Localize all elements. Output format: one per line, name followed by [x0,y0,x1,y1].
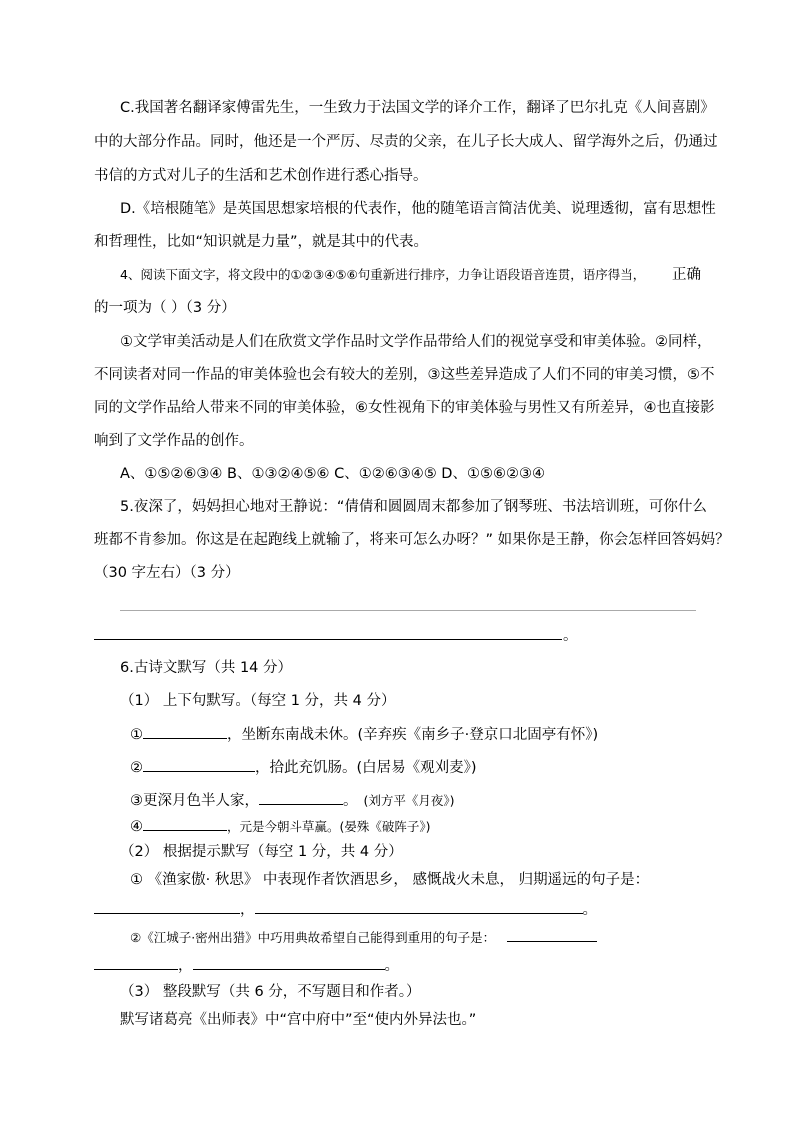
option-d-line-1: D.《培根随笔》是英国思想家培根的代表作，他的随笔语言简洁优美、说理透彻，富有思想性 [120,201,716,217]
option-d-line-2: 和哲理性，比如“知识就是力量”，就是其中的代表。 [94,234,429,250]
q6-part-2-prompt-2 [130,926,597,948]
q4-prompt-line-1: 4、阅读下面文字，将文段中的①②③④⑤⑥句重新进行排序，力争让语段语音连贯，语序得当， [120,267,646,282]
q6-item-4 [130,815,431,837]
blank-field[interactable] [143,815,227,831]
item-source: (刘方平《月夜》) [363,793,455,808]
q4-options: A、①⑤②⑥③④ B、①③②④⑤⑥ C、①②⑥③④⑤ D、①⑤⑥②③④ [120,466,545,482]
q4-passage-line-4: 响到了文学作品的创作。 [94,433,254,449]
q4-prompt-line-1-end: 正确 [672,267,701,283]
q5-line-3: （30 字左右）（3 分） [94,565,240,581]
q6-part-2-prompt-1: ① 《渔家傲· 秋思》 中表现作者饮酒思乡， 感慨战火未息， 归期遥远的句子是： [130,872,650,888]
q6-item-1 [130,723,598,745]
q4-passage-line-3: 同的文学作品给人带来不同的审美体验，⑥女性视角下的审美体验与男性又有所差异，④也直接影 [94,400,715,416]
q5-answer-line-2[interactable] [94,639,562,640]
q5-answer-line-1[interactable] [120,610,696,611]
period: 。 [384,958,399,974]
blank-field[interactable] [507,926,597,942]
q5-line-2: 班都不肯参加。你这是在起跑线上就输了，将来可怎么办呀？” 如果你是王静，你会怎样回答妈妈？ [94,532,730,548]
option-c-line-1: C.我国著名翻译家傅雷先生，一生致力于法国文学的译介工作，翻译了巴尔扎克《人间喜剧》 [120,100,715,116]
item-punct: 。 [343,793,358,809]
q4-passage-line-1: ①文学审美活动是人们在欣赏文学作品时文学作品带给人们的视觉享受和审美体验。②同样， [120,334,712,350]
q6-part-3-heading: （3） 整段默写（共 6 分，不写题目和作者。） [120,984,421,1000]
q6-part-2-answer-1 [94,898,597,920]
q6-part-1-heading: （1） 上下句默写。（每空 1 分，共 4 分） [120,693,396,709]
q6-part-3-text: 默写诸葛亮《出师表》中“宫中府中”至“使内外异法也。” [120,1012,477,1028]
q6-part-2-answer-2 [94,954,399,976]
blank-field[interactable] [143,756,255,772]
blank-field[interactable] [94,898,240,914]
item-text: ③更深月色半人家， [130,793,259,809]
option-c-line-3: 书信的方式对儿子的生活和艺术创作进行悉心指导。 [94,168,428,184]
comma: ， [240,902,255,918]
blank-field[interactable] [94,954,178,970]
blank-field[interactable] [255,898,583,914]
blank-field[interactable] [193,954,385,970]
item-text: ，坐断东南战未休。(辛弃疾《南乡子·登京口北固亭有怀》) [227,727,599,743]
q6-title: 6.古诗文默写（共 14 分） [120,660,293,676]
q4-passage-line-2: 不同读者对同一作品的审美体验也会有较大的差别，③这些差异造成了人们不同的审美习惯，⑤不 [94,367,715,383]
q6-part-2-heading: （2） 根据提示默写（每空 1 分，共 4 分） [120,844,403,860]
q4-prompt-line-2: 的一项为（ ）（3 分） [94,300,236,316]
item-text: ，拾此充饥肠。(白居易《观刈麦》) [255,760,477,776]
q6-item-3 [130,789,455,811]
q6-item-2 [130,756,477,778]
comma: ， [178,958,193,974]
blank-field[interactable] [143,723,227,739]
q5-line-1: 5.夜深了，妈妈担心地对王静说：“倩倩和圆圆周末都参加了钢琴班、书法培训班，可你什么 [120,499,707,515]
prompt-text: ②《江城子·密州出猎》中巧用典故希望自己能得到重用的句子是： [130,930,496,945]
q5-end-period: 。 [563,628,578,644]
period: 。 [582,902,597,918]
blank-field[interactable] [259,789,343,805]
option-c-line-2: 中的大部分作品。同时，他还是一个严厉、尽责的父亲，在儿子长大成人、留学海外之后，仍通过 [94,134,718,150]
item-number: ② [130,760,143,776]
item-text: ，元是今朝斗草赢。(晏殊《破阵子》) [227,819,431,834]
item-number: ④ [130,819,143,835]
item-number: ① [130,727,143,743]
